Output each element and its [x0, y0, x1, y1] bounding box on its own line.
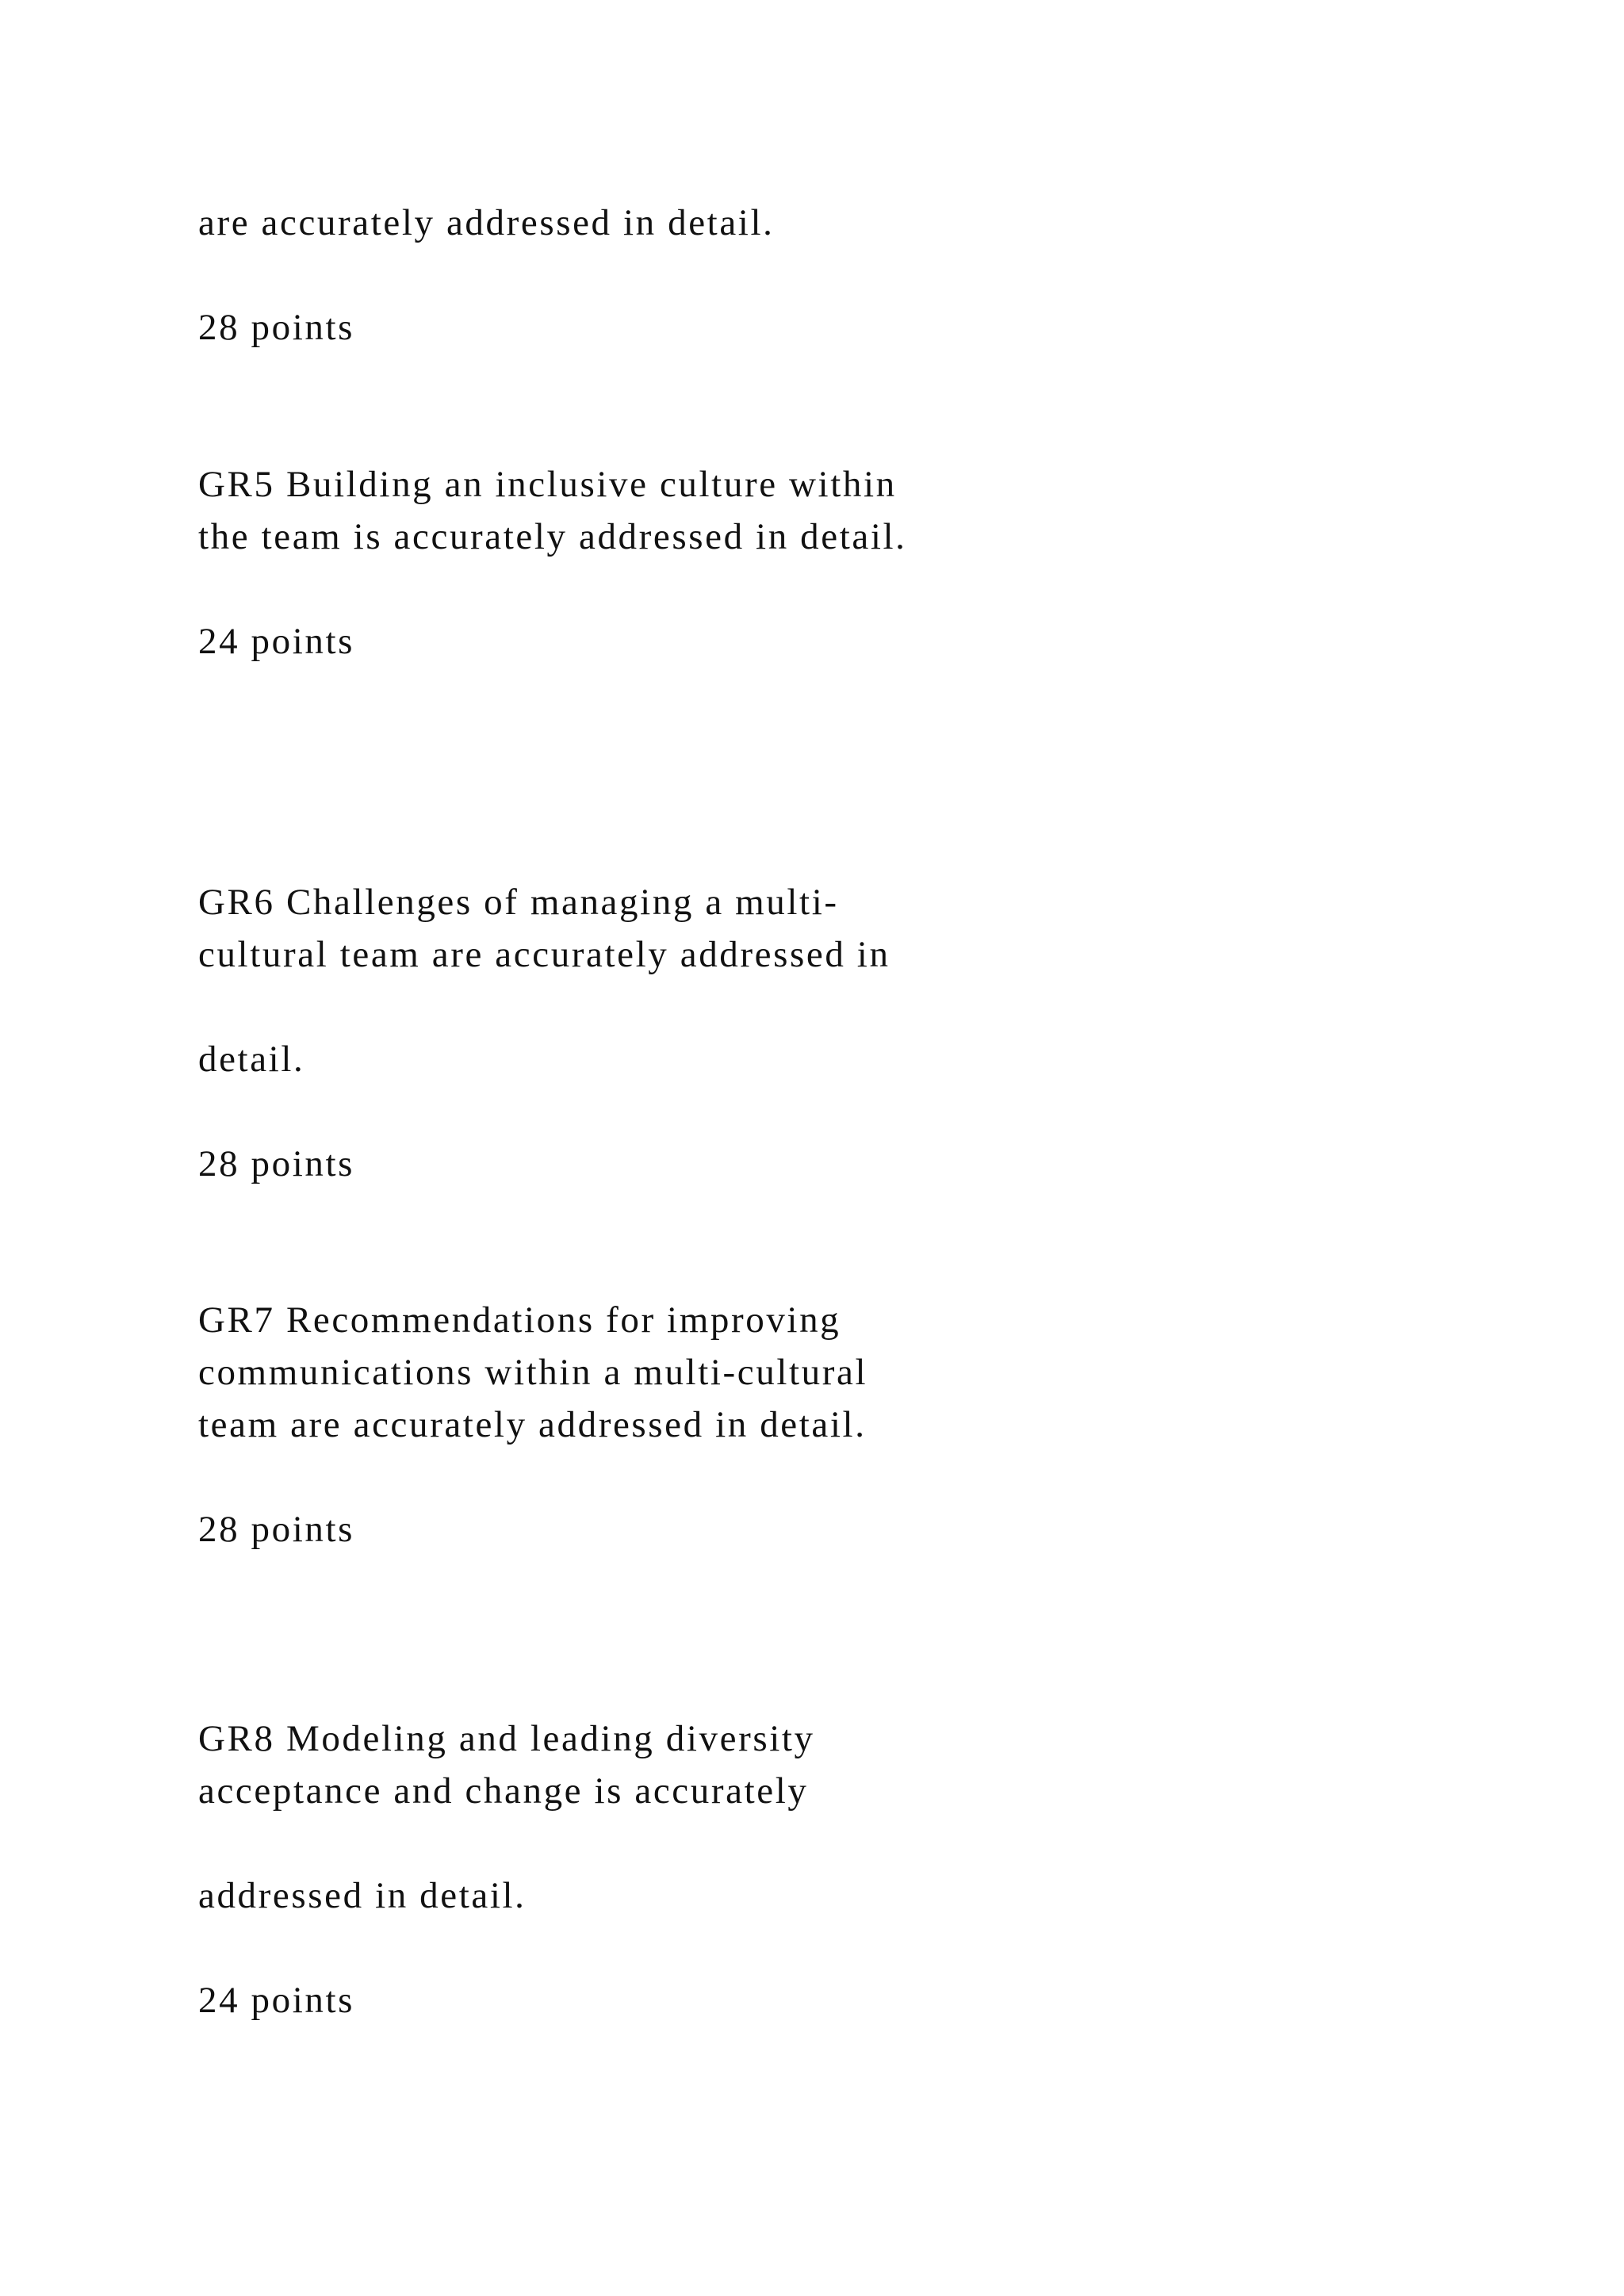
points-gr7: 28 points — [198, 1509, 355, 1550]
criterion-gr8-line-3: addressed in detail. — [198, 1875, 527, 1916]
criterion-gr8-line-2: acceptance and change is accurately — [198, 1770, 809, 1812]
criterion-gr6-line-2: cultural team are accurately addressed in — [198, 934, 891, 975]
criterion-gr5-line-2: the team is accurately addressed in detail. — [198, 516, 907, 557]
criterion-gr4-continuation: are accurately addressed in detail. — [198, 202, 775, 243]
criterion-gr8-line-1: GR8 Modeling and leading diversity — [198, 1718, 815, 1759]
points-gr4: 28 points — [198, 307, 355, 348]
criterion-gr5-line-1: GR5 Building an inclusive culture within — [198, 464, 897, 505]
points-gr6: 28 points — [198, 1143, 355, 1184]
criterion-gr7-line-1: GR7 Recommendations for improving — [198, 1299, 841, 1341]
points-gr5: 24 points — [198, 621, 355, 662]
criterion-gr7-line-3: team are accurately addressed in detail. — [198, 1404, 867, 1445]
criterion-gr7-line-2: communications within a multi-cultural — [198, 1352, 868, 1393]
criterion-gr6-line-1: GR6 Challenges of managing a multi- — [198, 882, 839, 923]
points-gr8: 24 points — [198, 1980, 355, 2021]
criterion-gr6-line-3: detail. — [198, 1039, 305, 1080]
